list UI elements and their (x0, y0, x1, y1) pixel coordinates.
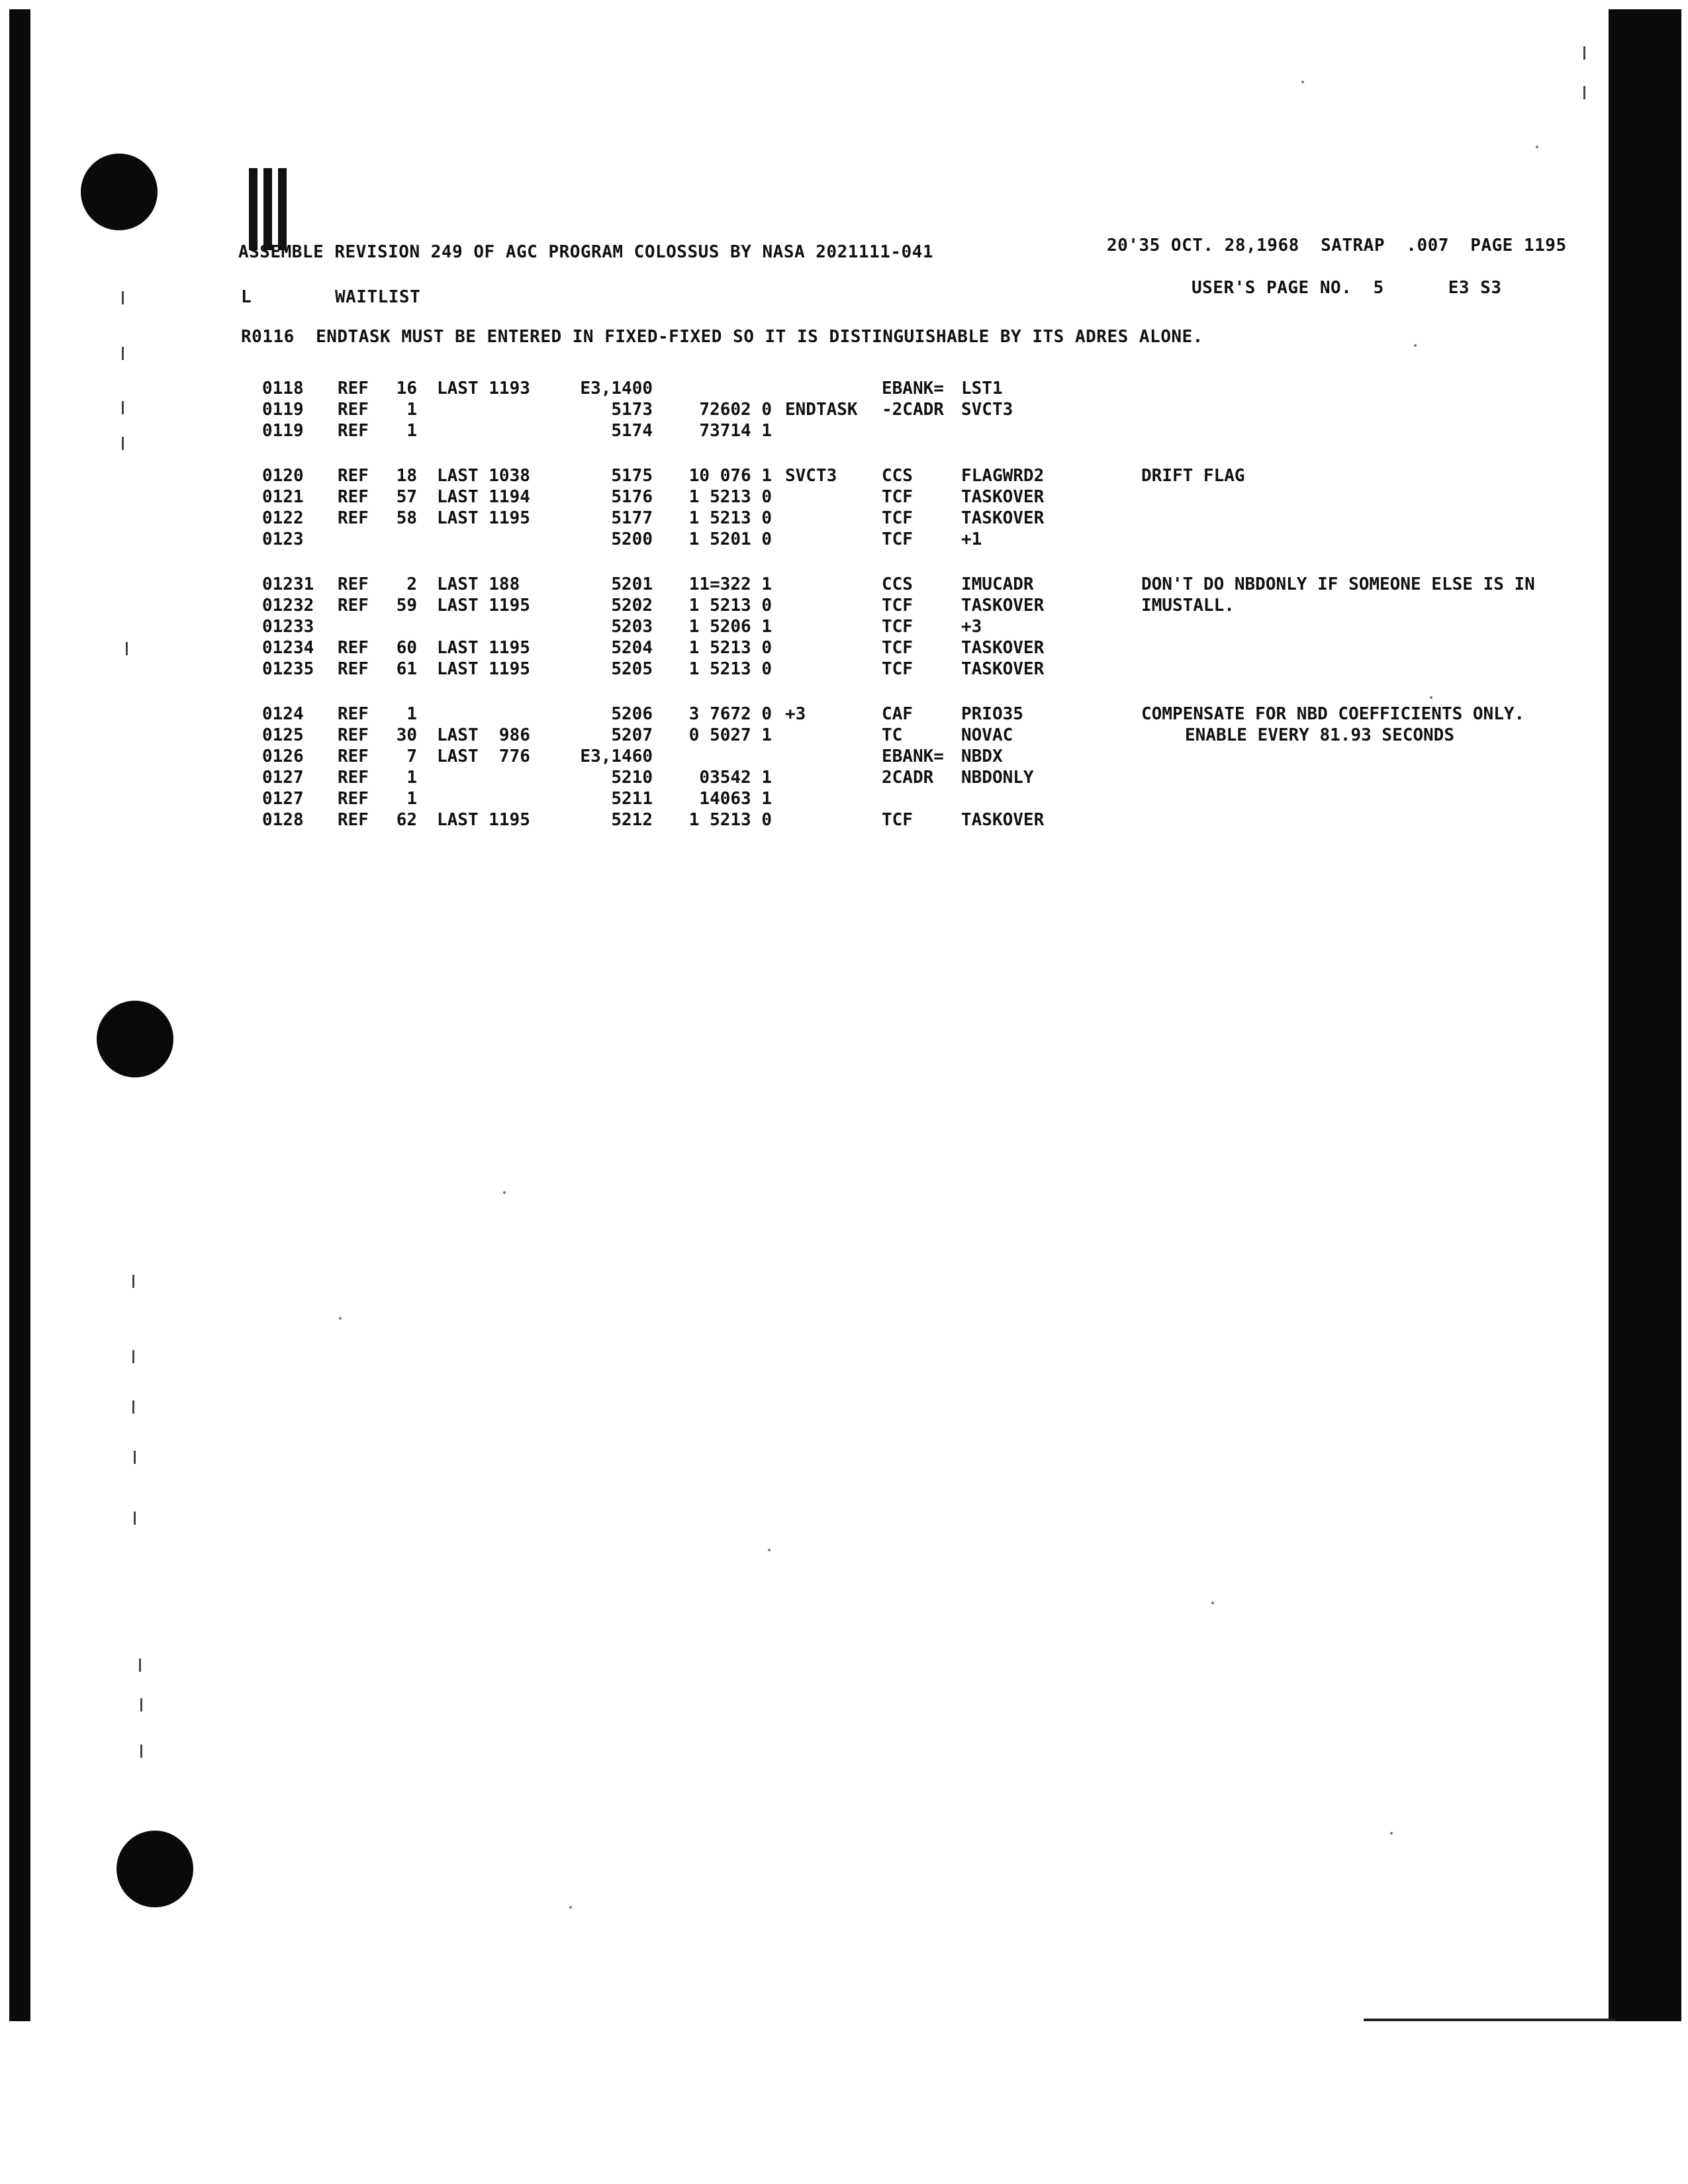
last-ref: LAST 1195 (437, 810, 530, 830)
user-page-value: 5 (1373, 278, 1384, 298)
last-ref: LAST 1194 (437, 487, 530, 507)
line-number: 0126 (262, 747, 304, 766)
ref-marker: REF (338, 768, 369, 788)
listing-row (0, 704, 1523, 725)
listing-row (0, 379, 1523, 400)
comment: COMPENSATE FOR NBD COEFFICIENTS ONLY. (1141, 704, 1525, 724)
bank-ids: E3 S3 (1448, 278, 1502, 298)
opcode: TCF (882, 596, 913, 615)
operand: TASKOVER (961, 810, 1045, 830)
margin-tick (132, 1400, 134, 1414)
opcode: TCF (882, 810, 913, 830)
line-number: 0127 (262, 789, 304, 809)
last-ref: LAST 1195 (437, 596, 530, 615)
listing-row (0, 421, 1523, 442)
margin-tick (134, 1451, 136, 1464)
margin-tick (122, 291, 124, 304)
bottom-scan-edge (1364, 2019, 1615, 2021)
ref-count: 59 (396, 596, 417, 615)
symbol-label: ENDTASK (785, 400, 858, 420)
operand: FLAGWRD2 (961, 466, 1045, 486)
listing-row (0, 725, 1523, 747)
ref-marker: REF (338, 659, 369, 679)
octal-word: 10 076 1 (688, 466, 772, 486)
listing-row (0, 574, 1535, 596)
operand: NBDONLY (961, 768, 1034, 788)
opcode: -2CADR (882, 400, 944, 420)
last-ref: LAST 1193 (437, 379, 530, 398)
opcode: TCF (882, 487, 913, 507)
address: 5175 (611, 466, 653, 486)
octal-word: 1 5201 0 (688, 529, 772, 549)
listing-type-code: L (241, 287, 252, 307)
octal-word: 1 5213 0 (688, 596, 772, 615)
opcode: TCF (882, 659, 913, 679)
ref-marker: REF (338, 747, 369, 766)
operand: TASKOVER (961, 508, 1045, 528)
listing-row (0, 810, 1523, 831)
ref-marker: REF (338, 421, 369, 441)
line-number: 0122 (262, 508, 304, 528)
scan-speck (503, 1191, 506, 1194)
listing-row (0, 400, 1523, 421)
address: 5206 (611, 704, 653, 724)
listing-row (0, 789, 1523, 810)
listing-row (0, 659, 1523, 680)
ref-marker: REF (338, 704, 369, 724)
listing-row (0, 596, 1523, 617)
listing-row (0, 638, 1523, 659)
octal-word: 03542 1 (699, 768, 772, 788)
line-number: 0128 (262, 810, 304, 830)
ref-count: 60 (396, 638, 417, 658)
opcode: TCF (882, 508, 913, 528)
octal-word: 72602 0 (699, 400, 772, 420)
address: 5202 (611, 596, 653, 615)
scan-speck (768, 1549, 771, 1551)
line-number: 0119 (262, 421, 304, 441)
ref-marker: REF (338, 596, 369, 615)
line-number: 0124 (262, 704, 304, 724)
printer-mark-bars (249, 168, 295, 250)
operand: +1 (961, 529, 982, 549)
octal-word: 1 5213 0 (688, 508, 772, 528)
address: 5200 (611, 529, 653, 549)
ref-count: 61 (396, 659, 417, 679)
line-number: 0123 (262, 529, 304, 549)
opcode: EBANK= (882, 379, 944, 398)
listing-row (0, 747, 1523, 768)
ref-count: 30 (396, 725, 417, 745)
octal-word: 3 7672 0 (688, 704, 772, 724)
ref-marker: REF (338, 466, 369, 486)
opcode: 2CADR (882, 768, 934, 788)
scan-speck (1414, 344, 1417, 347)
ref-marker: REF (338, 400, 369, 420)
ref-count: 1 (406, 789, 417, 809)
operand: TASKOVER (961, 638, 1045, 658)
operand: IMUCADR (961, 574, 1034, 594)
address: 5203 (611, 617, 653, 637)
left-scan-edge (9, 9, 30, 2021)
scan-speck (339, 1317, 342, 1320)
symbol-label: +3 (785, 704, 806, 724)
line-number: 01235 (262, 659, 314, 679)
margin-tick (132, 1350, 134, 1363)
line-number: 0121 (262, 487, 304, 507)
octal-word: 14063 1 (699, 789, 772, 809)
ref-count: 1 (406, 704, 417, 724)
opcode: EBANK= (882, 747, 944, 766)
octal-word: 1 5213 0 (688, 487, 772, 507)
punch-hole-middle (97, 1001, 173, 1077)
address: E3,1460 (580, 747, 653, 766)
listing-header: ASSEMBLE REVISION 249 OF AGC PROGRAM COLOSSUS BY NASA 2021111-041 (238, 242, 933, 262)
opcode: TCF (882, 617, 913, 637)
margin-tick (1583, 46, 1585, 60)
section-title: WAITLIST (335, 287, 421, 307)
ref-marker: REF (338, 810, 369, 830)
line-number: 0118 (262, 379, 304, 398)
ref-count: 18 (396, 466, 417, 486)
listing-row (0, 529, 1523, 551)
address: E3,1400 (580, 379, 653, 398)
remark-line-number: R0116 (241, 327, 295, 347)
listing-row (0, 508, 1523, 529)
ref-count: 1 (406, 400, 417, 420)
address: 5205 (611, 659, 653, 679)
right-scan-edge (1609, 9, 1681, 2021)
octal-word: 1 5213 0 (688, 659, 772, 679)
octal-word: 73714 1 (699, 421, 772, 441)
operand: LST1 (961, 379, 1003, 398)
comment: IMUSTALL. (1141, 596, 1235, 615)
ref-count: 58 (396, 508, 417, 528)
ref-marker: REF (338, 487, 369, 507)
opcode: TCF (882, 529, 913, 549)
operand: NOVAC (961, 725, 1013, 745)
scan-speck (1301, 81, 1304, 83)
listing-header-date-page: 20'35 OCT. 28,1968 SATRAP .007 PAGE 1195 (1107, 236, 1567, 255)
opcode: TC (882, 725, 903, 745)
punch-hole-bottom (117, 1831, 193, 1907)
opcode: TCF (882, 638, 913, 658)
ref-count: 2 (406, 574, 417, 594)
operand: SVCT3 (961, 400, 1013, 420)
margin-tick (134, 1512, 136, 1525)
symbol-label: SVCT3 (785, 466, 837, 486)
opcode: CCS (882, 574, 913, 594)
remark-text: ENDTASK MUST BE ENTERED IN FIXED-FIXED SO IT IS DISTINGUISHABLE BY ITS ADRES ALONE. (316, 327, 1203, 347)
comment: ENABLE EVERY 81.93 SECONDS (1185, 725, 1454, 745)
address: 5212 (611, 810, 653, 830)
last-ref: LAST 986 (437, 725, 530, 745)
ref-count: 1 (406, 421, 417, 441)
octal-word: 1 5213 0 (688, 810, 772, 830)
line-number: 01231 (262, 574, 314, 594)
line-number: 0120 (262, 466, 304, 486)
ref-count: 57 (396, 487, 417, 507)
margin-tick (139, 1659, 141, 1672)
ref-count: 7 (406, 747, 417, 766)
margin-tick (1583, 86, 1585, 99)
operand: TASKOVER (961, 659, 1045, 679)
scan-speck (1390, 1832, 1393, 1835)
user-page-label: USER'S PAGE NO. (1192, 278, 1352, 298)
margin-tick (140, 1698, 142, 1711)
listing-row (0, 617, 1523, 638)
last-ref: LAST 188 (437, 574, 520, 594)
operand: TASKOVER (961, 487, 1045, 507)
opcode: CAF (882, 704, 913, 724)
ref-marker: REF (338, 789, 369, 809)
user-page-info (1192, 278, 1501, 298)
address: 5173 (611, 400, 653, 420)
address: 5176 (611, 487, 653, 507)
ref-marker: REF (338, 725, 369, 745)
scan-speck (1430, 696, 1432, 699)
ref-marker: REF (338, 379, 369, 398)
listing-row (0, 768, 1523, 789)
octal-word: 1 5206 1 (688, 617, 772, 637)
address: 5177 (611, 508, 653, 528)
opcode: CCS (882, 466, 913, 486)
last-ref: LAST 1038 (437, 466, 530, 486)
last-ref: LAST 1195 (437, 508, 530, 528)
address: 5201 (611, 574, 653, 594)
comment: DON'T DO NBDONLY IF SOMEONE ELSE IS IN (1141, 574, 1535, 594)
address: 5204 (611, 638, 653, 658)
punch-hole-top (81, 154, 158, 230)
ref-count: 16 (396, 379, 417, 398)
ref-count: 1 (406, 768, 417, 788)
listing-row (0, 487, 1523, 508)
octal-word: 11=322 1 (688, 574, 772, 594)
address: 5174 (611, 421, 653, 441)
scan-speck (1536, 146, 1538, 148)
ref-marker: REF (338, 638, 369, 658)
octal-word: 1 5213 0 (688, 638, 772, 658)
octal-word: 0 5027 1 (688, 725, 772, 745)
line-number: 01233 (262, 617, 314, 637)
line-number: 0119 (262, 400, 304, 420)
address: 5210 (611, 768, 653, 788)
address: 5207 (611, 725, 653, 745)
operand: PRIO35 (961, 704, 1023, 724)
comment: DRIFT FLAG (1141, 466, 1245, 486)
last-ref: LAST 1195 (437, 659, 530, 679)
listing-row (0, 466, 1523, 487)
margin-tick (132, 1275, 134, 1288)
line-number: 0125 (262, 725, 304, 745)
line-number: 0127 (262, 768, 304, 788)
scan-speck (569, 1906, 572, 1909)
operand: NBDX (961, 747, 1003, 766)
ref-marker: REF (338, 574, 369, 594)
operand: TASKOVER (961, 596, 1045, 615)
address: 5211 (611, 789, 653, 809)
last-ref: LAST 776 (437, 747, 530, 766)
remark-line (241, 327, 1203, 347)
last-ref: LAST 1195 (437, 638, 530, 658)
line-number: 01234 (262, 638, 314, 658)
ref-count: 62 (396, 810, 417, 830)
ref-marker: REF (338, 508, 369, 528)
operand: +3 (961, 617, 982, 637)
scan-speck (1211, 1602, 1214, 1604)
margin-tick (122, 347, 124, 360)
line-number: 01232 (262, 596, 314, 615)
margin-tick (140, 1745, 142, 1758)
